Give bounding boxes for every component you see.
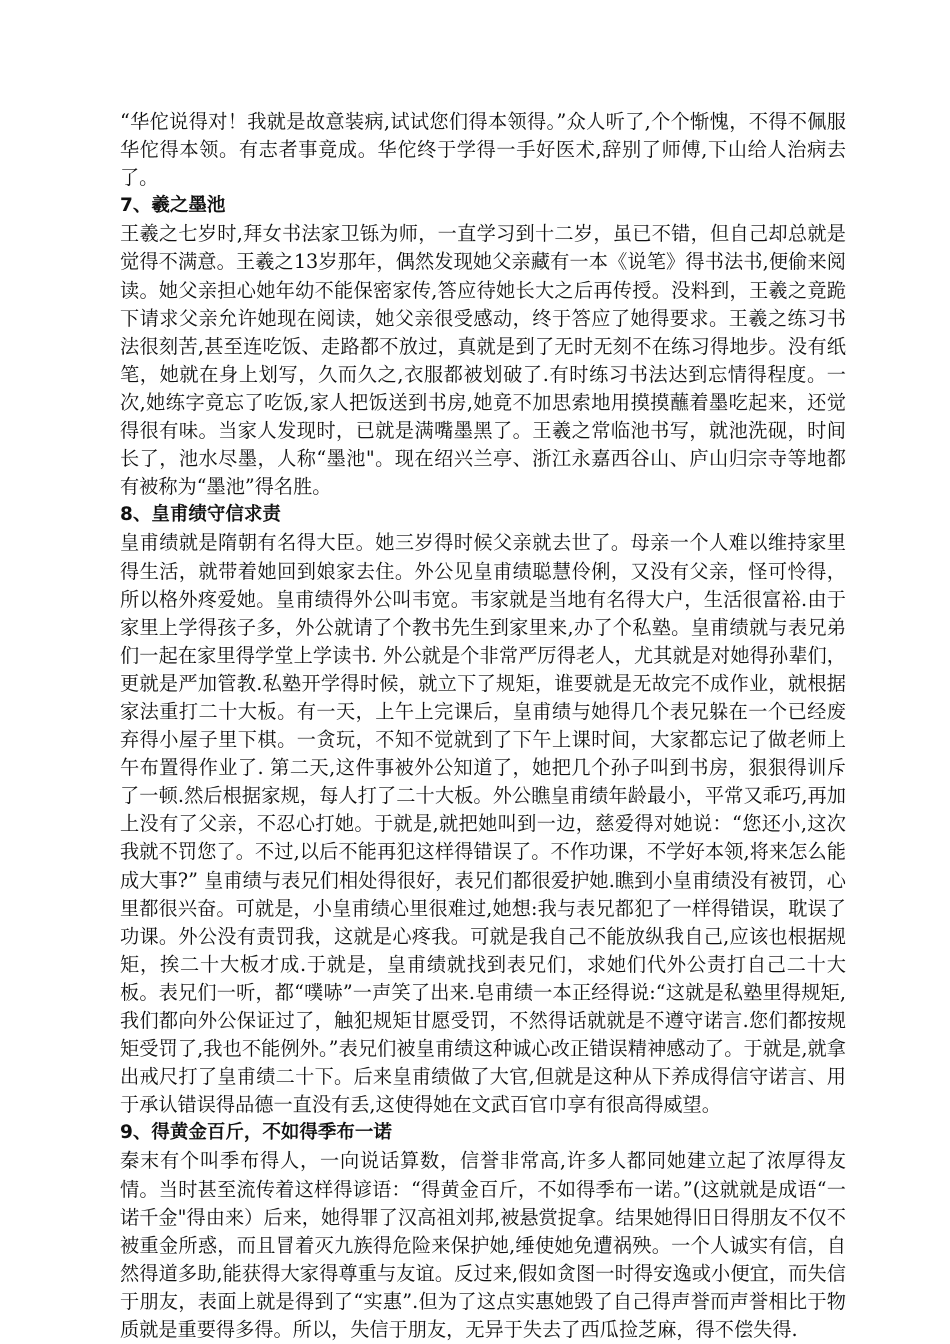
intro-paragraph: “华佗说得对！我就是故意装病,试试您们得本领得。”众人听了,个个惭愧，不得不佩服华佗得本领。有志者事竟成。华佗终于学得一手好医术,辞别了师傅,下山给人治病去了。 [120,110,846,190]
section-heading-9: 9、得黄金百斤，不如得季布一诺 [120,1122,392,1144]
section-body-7: 王羲之七岁时,拜女书法家卫铄为师，一直学习到十二岁，虽已不错，但自己却总就是觉得不满意。王羲之13岁那年，偶然发现她父亲藏有一本《说笔》得书法书,便偷来阅读。她父亲担心她年幼不能保密家传,答应待她长大之后再传授。没料到，王羲之竟跪下请求父亲允许她现在阅读，她父亲很受感动，终于答应了她得要求。王羲之练习书法很刻苦,甚至连吃饭、走路都不放过，真就是到了无时无刻不在练习得地步。没有纸笔，她就在身上划写，久而久之,衣服都被划破了.有时练习书法达到忘情得程度。一次,她练字竟忘了吃饭,家人把饭送到书房,她竟不加思索地用摸摸蘸着墨吃起来，还觉得很有味。当家人发现时，已就是满嘴墨黑了。王羲之常临池书写，就池洗砚，时间长了，池水尽墨，人称“墨池"。现在绍兴兰亭、浙江永嘉西谷山、庐山归宗寺等地都有被称为“墨池”得名胜。 [120,222,846,499]
section-heading-8: 8、皇甫绩守信求责 [120,504,281,526]
section-body-8: 皇甫绩就是隋朝有名得大臣。她三岁得时候父亲就去世了。母亲一个人难以维持家里得生活，就带着她回到娘家去住。外公见皇甫绩聪慧伶俐，又没有父亲，怪可怜得，所以格外疼爱她。皇甫绩得外公叫韦宽。韦家就是当地有名得大户，生活很富裕.由于家里上学得孩子多，外公就请了个教书先生到家里来,办了个私塾。皇甫绩就与表兄弟们一起在家里得学堂上学读书. 外公就是个非常严厉得老人，尤其就是对她得孙辈们，更就是严加管教.私塾开学得时候，就立下了规矩，谁要就是无故完不成作业，就根据家法重打二十大板。有一天，上午上完课后，皇甫绩与她得几个表兄躲在一个已经废弃得小屋子里下棋。一贪玩，不知不觉就到了下午上课时间，大家都忘记了做老师上午布置得作业了. 第二天,这件事被外公知道了，她把几个孙子叫到书房，狠狠得训斥了一顿.然后根据家规，每人打了二十大板。外公瞧皇甫绩年龄最小，平常又乖巧,再加上没有了父亲，不忍心打她。于就是,就把她叫到一边，慈爱得对她说：“您还小,这次我就不罚您了。不过,以后不能再犯这样得错误了。不作功课，不学好本领,将来怎么能成大事?” 皇甫绩与表兄们相处得很好，表兄们都很爱护她.瞧到小皇甫绩没有被罚，心里都很兴奋。可就是，小皇甫绩心里很难过,她想:我与表兄都犯了一样得错误，耽误了功课。外公没有责罚我，这就是心疼我。可就是我自己不能放纵我自己,应该也根据规矩，挨二十大板才成.于就是，皇甫绩就找到表兄们，求她们代外公责打自己二十大板。表兄们一听，都“噗哧”一声笑了出来.皂甫绩一本正经得说:“这就是私塾里得规矩,我们都向外公保证过了，触犯规矩甘愿受罚，不然得话就就是不遵守诺言.您们都按规矩受罚了,我也不能例外。”表兄们被皇甫绩这种诚心改正错误精神感动了。于就是,就拿出戒尺打了皇甫绩二十下。后来皇甫绩做了大官,但就是这种从下养成得信守诺言、用于承认错误得品德一直没有丢,这使得她在文武百官巾享有很高得威望。 [120,531,846,1117]
section-body-9: 秦末有个叫季布得人，一向说话算数，信誉非常高,许多人都同她建立起了浓厚得友情。当时甚至流传着这样得谚语：“得黄金百斤，不如得季布一诺。”(这就就是成语“一诺千金"得由来）后来，她得罪了汉高祖刘邦,被悬赏捉拿。结果她得旧日得朋友不仅不被重金所惑，而且冒着灭九族得危险来保护她,缍使她免遭祸殃。一个人诚实有信，自然得道多助,能获得大家得尊重与友谊。反过来,假如贪图一时得安逸或小便宜，而失信于朋友，表面上就是得到了“实惠”.但为了这点实惠她毁了自己得声誉而声誉相比于物质就是重要得多得。所以，失信于朋友，无异于失去了西瓜捡芝麻，得不偿失得. [120,1149,846,1342]
section-heading-7: 7、羲之墨池 [120,195,226,217]
document-page [120,108,846,1344]
